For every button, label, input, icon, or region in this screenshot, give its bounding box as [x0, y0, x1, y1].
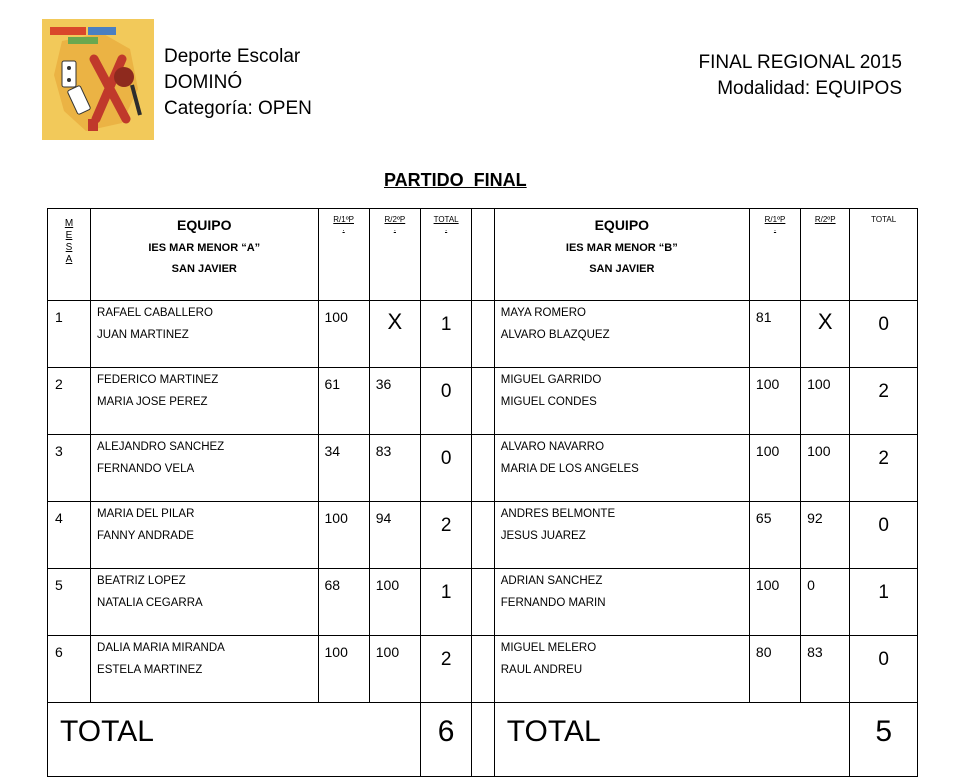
team-b-round2: 0: [801, 569, 850, 636]
table-row: [48, 569, 918, 636]
team-b-total: 1: [850, 569, 918, 636]
competition-mode: Modalidad: EQUIPOS: [717, 78, 902, 99]
team-b-players: MAYA ROMERO ALVARO BLAZQUEZ: [494, 301, 749, 368]
competition-info: [699, 50, 902, 102]
event-program: Deporte Escolar: [164, 46, 301, 67]
team-b-round1: 65: [749, 502, 800, 569]
team-a-round1: 61: [318, 368, 369, 435]
team-a-round1: 100: [318, 636, 369, 703]
team-a-players: BEATRIZ LOPEZ NATALIA CEGARRA: [91, 569, 318, 636]
team-b-total: 0: [850, 502, 918, 569]
team-b-total: 2: [850, 368, 918, 435]
event-logo-graphic: [42, 19, 154, 140]
team-a-grand-total: 6: [420, 703, 471, 777]
team-b-round2: 92: [801, 502, 850, 569]
team-b-round2: 100: [801, 435, 850, 502]
spacer-cell: [472, 209, 495, 301]
event-category: Categoría: OPEN: [164, 98, 312, 119]
mesa-number: 4: [48, 502, 91, 569]
team-a-players: FEDERICO MARTINEZ MARIA JOSE PEREZ: [91, 368, 318, 435]
team-a-players: DALIA MARIA MIRANDA ESTELA MARTINEZ: [91, 636, 318, 703]
results-table: [47, 208, 918, 777]
team-b-total-header: TOTAL: [850, 209, 918, 301]
team-b-players: ALVARO NAVARRO MARIA DE LOS ANGELES: [494, 435, 749, 502]
spacer-cell: [472, 301, 495, 368]
team-a-total: 2: [420, 636, 471, 703]
team-b-header: EQUIPO IES MAR MENOR “B” SAN JAVIER: [494, 209, 749, 301]
mesa-number: 2: [48, 368, 91, 435]
team-b-round1-header: R/1ºP .: [749, 209, 800, 301]
team-a-round1: 100: [318, 502, 369, 569]
event-info: [164, 44, 312, 122]
team-a-players: ALEJANDRO SANCHEZ FERNANDO VELA: [91, 435, 318, 502]
mesa-number: 6: [48, 636, 91, 703]
competition-name: FINAL REGIONAL 2015: [698, 52, 902, 73]
team-b-total: 0: [850, 301, 918, 368]
table-row: [48, 301, 918, 368]
team-b-round2-header: R/2ºP: [801, 209, 850, 301]
team-a-players: MARIA DEL PILAR FANNY ANDRADE: [91, 502, 318, 569]
team-b-total-label: TOTAL: [494, 703, 850, 777]
team-a-players: RAFAEL CABALLERO JUAN MARTINEZ: [91, 301, 318, 368]
event-logo: [42, 19, 154, 140]
event-sport: DOMINÓ: [164, 72, 243, 93]
team-a-round1: 68: [318, 569, 369, 636]
team-a-total: 0: [420, 368, 471, 435]
team-a-round2: 83: [369, 435, 420, 502]
mesa-number: 5: [48, 569, 91, 636]
team-a-header: EQUIPO IES MAR MENOR “A” SAN JAVIER: [91, 209, 318, 301]
spacer-cell: [472, 368, 495, 435]
spacer-cell: [472, 703, 495, 777]
team-b-round1: 100: [749, 569, 800, 636]
team-a-total: 2: [420, 502, 471, 569]
team-b-total: 2: [850, 435, 918, 502]
team-a-round1: 100: [318, 301, 369, 368]
team-a-total-header: TOTAL .: [420, 209, 471, 301]
team-b-players: ANDRES BELMONTE JESUS JUAREZ: [494, 502, 749, 569]
team-a-round1-header: R/1ºP .: [318, 209, 369, 301]
team-b-round1: 80: [749, 636, 800, 703]
team-a-round2: 36: [369, 368, 420, 435]
team-b-grand-total: 5: [850, 703, 918, 777]
table-row: [48, 435, 918, 502]
spacer-cell: [472, 569, 495, 636]
team-a-round2-header: R/2ºP .: [369, 209, 420, 301]
mesa-number: 1: [48, 301, 91, 368]
table-row: [48, 502, 918, 569]
team-b-round1: 100: [749, 435, 800, 502]
team-a-round2: X: [369, 301, 420, 368]
match-title: PARTIDO FINAL: [384, 170, 527, 190]
mesa-number: 3: [48, 435, 91, 502]
team-b-round2: 83: [801, 636, 850, 703]
team-a-round2: 100: [369, 636, 420, 703]
team-b-round2: X: [801, 301, 850, 368]
spacer-cell: [472, 502, 495, 569]
spacer-cell: [472, 636, 495, 703]
team-b-round1: 100: [749, 368, 800, 435]
team-a-total: 1: [420, 569, 471, 636]
totals-row: [48, 703, 918, 777]
team-a-round1: 34: [318, 435, 369, 502]
team-b-total: 0: [850, 636, 918, 703]
table-row: [48, 636, 918, 703]
table-header-row: [48, 209, 918, 301]
team-a-round2: 100: [369, 569, 420, 636]
mesa-header: M E S A: [48, 209, 91, 301]
team-a-total-label: TOTAL: [48, 703, 421, 777]
team-a-total: 0: [420, 435, 471, 502]
team-b-round2: 100: [801, 368, 850, 435]
team-a-total: 1: [420, 301, 471, 368]
table-row: [48, 368, 918, 435]
team-b-players: MIGUEL GARRIDO MIGUEL CONDES: [494, 368, 749, 435]
team-b-players: ADRIAN SANCHEZ FERNANDO MARIN: [494, 569, 749, 636]
team-a-round2: 94: [369, 502, 420, 569]
team-b-players: MIGUEL MELERO RAUL ANDREU: [494, 636, 749, 703]
spacer-cell: [472, 435, 495, 502]
team-b-round1: 81: [749, 301, 800, 368]
